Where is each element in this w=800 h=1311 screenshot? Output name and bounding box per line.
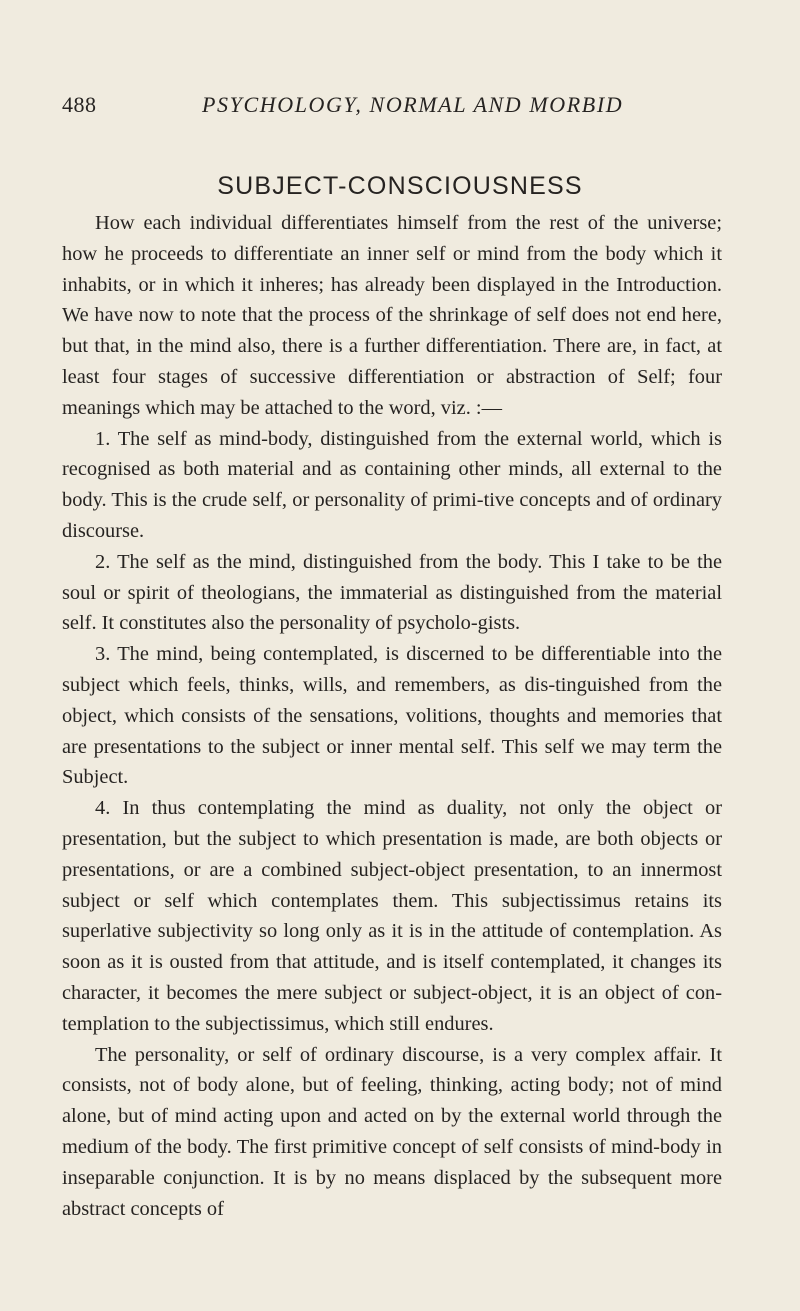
paragraph-item-1: 1. The self as mind-body, distinguished from the external world, which is recognised as both material and as containing other minds, all external to the body. This is the crude self, or personality of primi-tive concepts and of ordinary discourse. [62,427,722,542]
page-number: 488 [62,92,97,117]
paragraph-item-3: 3. The mind, being contemplated, is discerned to be differentiable into the subject which feels, thinks, wills, and remembers, as dis-tinguished from the object, which consists of the sensations, volitions, thoughts and memories that are presentations to the subject or inner mental self. This self we may term the Subject. [62,643,722,789]
paragraph-intro: How each individual differentiates himself from the rest of the universe; how he proceeds to differentiate an inner self or mind from the body which it inhabits, or in which it inheres; has already been displayed in the Introduction. We have now to note that the process of the shrinkage of self does not end here, but that, in the mind also, there is a further differentiation. There are, in fact, at least four stages of successive differentiation or abstraction of Self; four meanings which may be attached to the word, viz. :— [62,212,722,419]
section-title: SUBJECT-CONSCIOUSNESS [217,172,583,200]
body-text [62,208,722,1224]
running-title: PSYCHOLOGY, NORMAL AND MORBID [202,92,624,117]
running-head [62,92,722,126]
paragraph-personality: The personality, or self of ordinary discourse, is a very complex affair. It consists, not of body alone, but of feeling, thinking, acting body; not of mind alone, but of mind acting upon and acted on by the external world through the medium of the body. The first primitive concept of self consists of mind-body in inseparable conjunction. It is by no means displaced by the subsequent more abstract concepts of [62,1043,722,1220]
paragraph-item-2: 2. The self as the mind, distinguished from the body. This I take to be the soul or spirit of theologians, the immaterial as distinguished from the material self. It constitutes also the personality of psycholo-gists. [62,550,722,635]
paragraph-item-4: 4. In thus contemplating the mind as duality, not only the object or presentation, but the subject to which presentation is made, are both objects or presentations, or are a combined subject-object presentation, to an innermost subject or self which contemplates them. This subjectissimus retains its superlative subjectivity so long only as it is in the attitude of contemplation. As soon as it is ousted from that attitude, and is itself contemplated, it changes its character, it becomes the mere subject or subject-object, it is an object of con-templation to the subjectissimus, which still endures. [62,797,722,1035]
